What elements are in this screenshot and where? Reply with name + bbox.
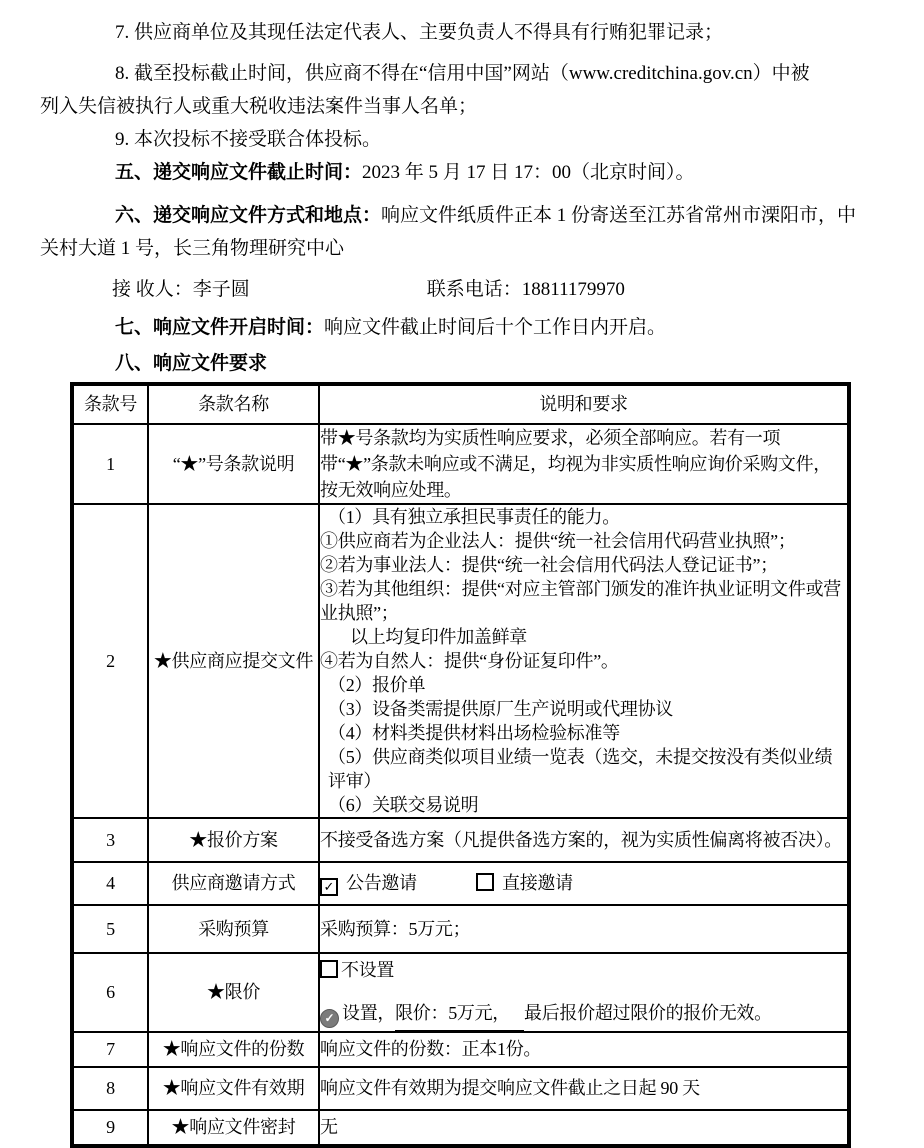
clause-desc-cell: 采购预算：5万元； [319,905,849,953]
clause-no-cell: 4 [72,862,148,905]
section-5-label: 五、递交响应文件截止时间： [115,162,363,183]
price-limit-value: 限价：5万元， [395,997,524,1031]
header-description: 说明和要求 [319,384,849,424]
price-limit-option-unset [320,954,847,987]
clause-desc-cell: 无 [319,1110,849,1146]
clause-name-cell: 采购预算 [148,905,319,953]
table-row [72,905,849,953]
clause-name-cell: 供应商邀请方式 [148,862,319,905]
submit-doc-line: （2）报价单 [328,675,426,695]
clause-desc-cell [319,504,849,818]
unchecked-checkbox-icon [476,873,494,891]
receiver [112,273,250,306]
receiver-label: 接 收人： [112,279,193,300]
table-row [72,862,849,905]
submit-doc-line: ①供应商若为企业法人：提供“统一社会信用代码营业执照”； [320,531,796,551]
invite-option-public: 公告邀请 [346,873,417,893]
clause-desc-cell: 不接受备选方案（凡提供备选方案的，视为实质性偏离将被否决）。 [319,818,849,862]
section-7-text: 响应文件截止时间后十个工作日内开启。 [324,317,667,338]
clause-name-cell: ★响应文件密封 [148,1110,319,1146]
clause-no-cell: 6 [72,953,148,1032]
table-header-row [72,384,849,424]
table-row [72,424,849,504]
phone-number: 18811179970 [521,279,625,300]
clause-name-cell: “★”号条款说明 [148,424,319,504]
submit-doc-line: ④若为自然人：提供“身份证复印件”。 [320,651,619,671]
section-6-line1 [40,199,884,232]
clause-no-cell: 1 [72,424,148,504]
clause-name-cell: ★限价 [148,953,319,1032]
section-5-text: 2023 年 5 月 17 日 17：00（北京时间）。 [362,162,695,183]
submit-doc-line: （6）关联交易说明 [328,795,479,815]
clause-desc-cell: 响应文件有效期为提交响应文件截止之日起 90 天 [319,1067,849,1110]
table-row [72,953,849,1032]
price-limit-set-suffix: 最后报价超过限价的报价无效。 [524,1003,772,1023]
clause-no-cell: 8 [72,1067,148,1110]
paragraph-8-line2: 列入失信被执行人或重大税收违法案件当事人名单； [40,96,478,117]
clause-no-cell: 2 [72,504,148,818]
submit-doc-line: 以上均复印件加盖鲜章 [350,627,527,647]
clause-no-cell: 3 [72,818,148,862]
clause-desc-cell: 带★号条款均为实质性响应要求，必须全部响应。若有一项带“★”条款未响应或不满足，均视为非实质性响应询价采购文件，按无效响应处理。 [319,424,849,504]
requirements-table [70,382,851,1148]
clause-no-cell: 9 [72,1110,148,1146]
submit-doc-line: ②若为事业法人：提供“统一社会信用代码法人登记证书”； [320,555,778,575]
receiver-line [40,273,884,306]
invite-option-direct-group [476,873,573,893]
clause-no-cell: 7 [72,1032,148,1067]
receiver-name: 李子圆 [192,279,250,300]
clause-no-cell: 5 [72,905,148,953]
price-limit-option-set [320,997,847,1031]
section-6-label: 六、递交响应文件方式和地点： [115,205,382,226]
section-8-heading: 八、响应文件要求 [115,353,268,374]
header-clause-name: 条款名称 [148,384,319,424]
paragraph-7: 7. 供应商单位及其现任法定代表人、主要负责人不得具有行贿犯罪记录； [115,22,724,43]
submit-doc-line: （1）具有独立承担民事责任的能力。 [328,507,620,527]
clause-desc-cell: 响应文件的份数：正本1份。 [319,1032,849,1067]
table-row [72,1032,849,1067]
clause-name-cell: ★响应文件的份数 [148,1032,319,1067]
table-row [72,818,849,862]
clause-desc-cell [319,862,849,905]
clause-name-cell: ★供应商应提交文件 [148,504,319,818]
paragraph-8-line1: 8. 截至投标截止时间，供应商不得在“信用中国”网站（www.creditchina.gov.cn）中被 [115,63,810,84]
checked-checkbox-icon: ✓ [320,878,338,896]
section-5-line [40,156,884,189]
submit-doc-line: （4）材料类提供材料出场检验标准等 [328,723,620,743]
price-limit-set-prefix: 设置， [342,1003,396,1023]
phone [427,273,625,306]
checked-gray-checkbox-icon: ✓ [320,1009,339,1028]
submit-doc-line: ③若为其他组织：提供“对应主管部门颁发的准许执业证明文件或营业执照”； [320,579,841,623]
table-row [72,504,849,818]
submit-doc-line: （3）设备类需提供原厂生产说明或代理协议 [328,699,673,719]
clause-name-cell: ★响应文件有效期 [148,1067,319,1110]
price-limit-unset-label: 不设置 [341,960,395,980]
header-clause-no: 条款号 [72,384,148,424]
section-6-text-line1: 响应文件纸质件正本 1 份寄送至江苏省常州市溧阳市，中 [381,205,857,226]
section-7-line [40,311,884,344]
invite-option-direct: 直接邀请 [502,873,573,893]
unchecked-checkbox-icon [320,960,338,978]
table-row [72,1110,849,1146]
section-6-text-line2: 关村大道 1 号，长三角物理研究中心 [40,238,345,259]
phone-label: 联系电话： [426,279,522,300]
table-row [72,1067,849,1110]
paragraph-9: 9. 本次投标不接受联合体投标。 [115,129,382,150]
submit-doc-line: （5）供应商类似项目业绩一览表（选交，未提交按没有类似业绩评审） [328,747,833,791]
clause-name-cell: ★报价方案 [148,818,319,862]
clause-desc-cell [319,953,849,1032]
section-7-label: 七、响应文件开启时间： [115,317,325,338]
